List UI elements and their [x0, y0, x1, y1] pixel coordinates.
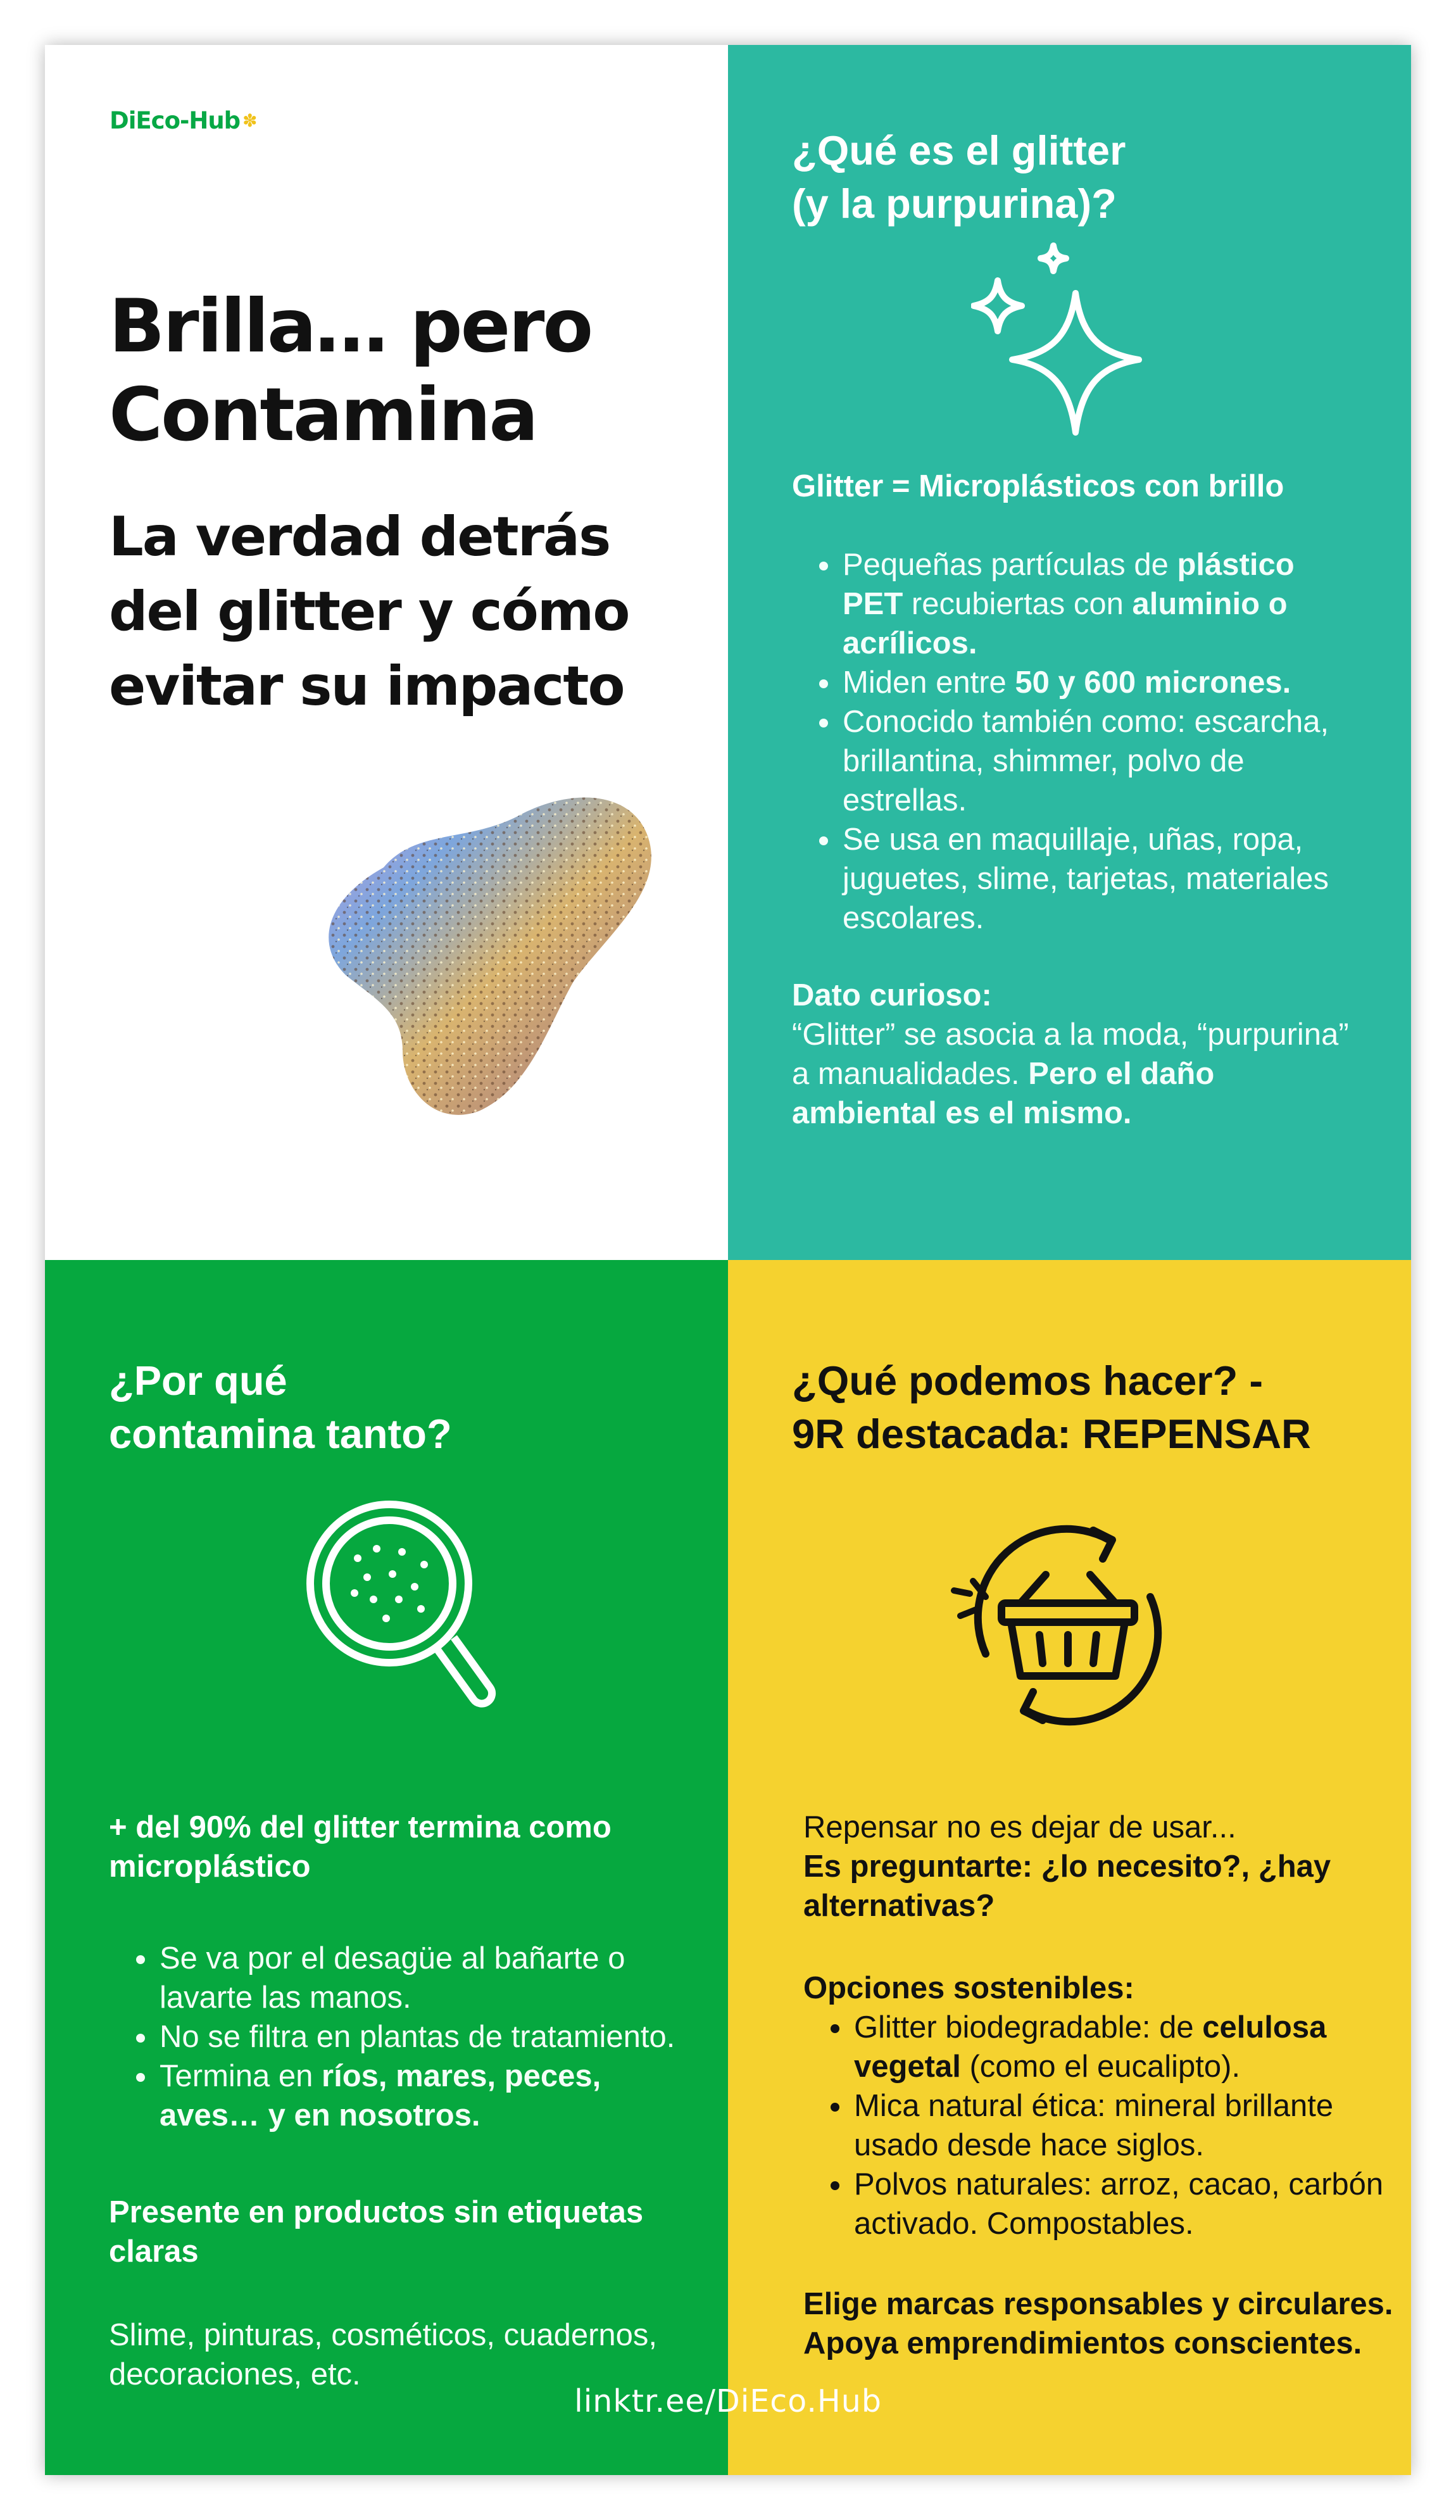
list-item: • Se va por el desagüe al bañarte o lavarte las manos.	[158, 1939, 679, 2017]
why-heading-line1: ¿Por qué	[109, 1358, 287, 1404]
brand-logo-text: DiEco-Hub	[110, 107, 241, 134]
closing-call-to-action	[803, 2284, 1398, 2363]
action-heading-line2: 9R destacada: REPENSAR	[792, 1411, 1311, 1457]
why-bullet-list	[109, 1939, 679, 2135]
fun-fact	[792, 976, 1362, 1133]
fun-fact-title: Dato curioso:	[792, 978, 992, 1012]
linktree-link[interactable]: linktr.ee/DiEco.Hub	[574, 2383, 882, 2419]
what-is-heading-line1: ¿Qué es el glitter	[792, 127, 1126, 173]
sustainable-options	[803, 1969, 1398, 2243]
magnifier-icon	[298, 1498, 500, 1713]
list-item: • No se filtra en plantas de tratamiento.	[158, 2017, 679, 2057]
list-item: • Conocido también como: escarcha, brillantina, shimmer, polvo de estrellas.	[841, 702, 1362, 820]
infographic-card	[45, 45, 1411, 2475]
list-item: • Mica natural ética: mineral brillante usado desde hace siglos.	[853, 2086, 1398, 2165]
list-item: • Se usa en maquillaje, uñas, ropa, juguetes, slime, tarjetas, materiales escolares.	[841, 820, 1362, 938]
page-title: Brilla… pero Contamina	[109, 284, 592, 458]
product-examples: Slime, pinturas, cosméticos, cuadernos, decoraciones, etc.	[109, 2318, 658, 2391]
closing-line2: Apoya emprendimientos conscientes.	[803, 2326, 1362, 2360]
basket-cycle-icon	[951, 1521, 1185, 1730]
options-title: Opciones sostenibles:	[803, 1971, 1134, 2005]
list-item: • Termina en ríos, mares, peces, aves… y en nosotros.	[158, 2057, 679, 2135]
brand-logo[interactable]	[110, 107, 257, 134]
rethink-question: Es preguntarte: ¿lo necesito?, ¿hay alternativas?	[803, 1849, 1331, 1923]
closing-line1: Elige marcas responsables y circulares.	[803, 2287, 1393, 2321]
what-is-lead: Glitter = Microplásticos con brillo	[792, 469, 1284, 503]
why-lead: + del 90% del glitter termina como microplástico	[109, 1810, 612, 1884]
rethink-intro	[803, 1808, 1373, 1925]
what-is-heading-line2: (y la purpurina)?	[792, 180, 1117, 227]
leaf-icon: ✽	[242, 110, 257, 131]
present-in-products: Presente en productos sin etiquetas claras	[109, 2195, 644, 2269]
fun-fact-text: “Glitter” se asocia a la moda, “purpurina” a manualidades.	[792, 1017, 1349, 1091]
list-item: • Miden entre 50 y 600 micrones.	[841, 663, 1362, 702]
sparkle-icon	[971, 243, 1161, 445]
hero-panel	[45, 45, 728, 1260]
rethink-intro-line: Repensar no es dejar de usar...	[803, 1810, 1236, 1844]
why-heading-line2: contamina tanto?	[109, 1411, 452, 1457]
what-is-glitter-panel	[728, 45, 1411, 1260]
what-is-heading	[792, 124, 1362, 230]
page-subtitle: La verdad detrás del glitter y cómo evitar su impacto	[109, 505, 629, 718]
what-is-bullet-list	[792, 545, 1362, 938]
why-heading	[109, 1354, 679, 1461]
fun-fact-emphasis: Pero el daño ambiental es el mismo.	[792, 1057, 1215, 1130]
action-heading-line1: ¿Qué podemos hacer? -	[792, 1358, 1264, 1404]
glitter-blob-image	[308, 772, 662, 1127]
list-item: • Pequeñas partículas de plástico PET recubiertas con aluminio o acrílicos.	[841, 545, 1362, 663]
list-item: • Glitter biodegradable: de celulosa vegetal (como el eucalipto).	[853, 2008, 1398, 2086]
list-item: • Polvos naturales: arroz, cacao, carbón activado. Compostables.	[853, 2165, 1398, 2243]
action-heading	[792, 1354, 1400, 1461]
